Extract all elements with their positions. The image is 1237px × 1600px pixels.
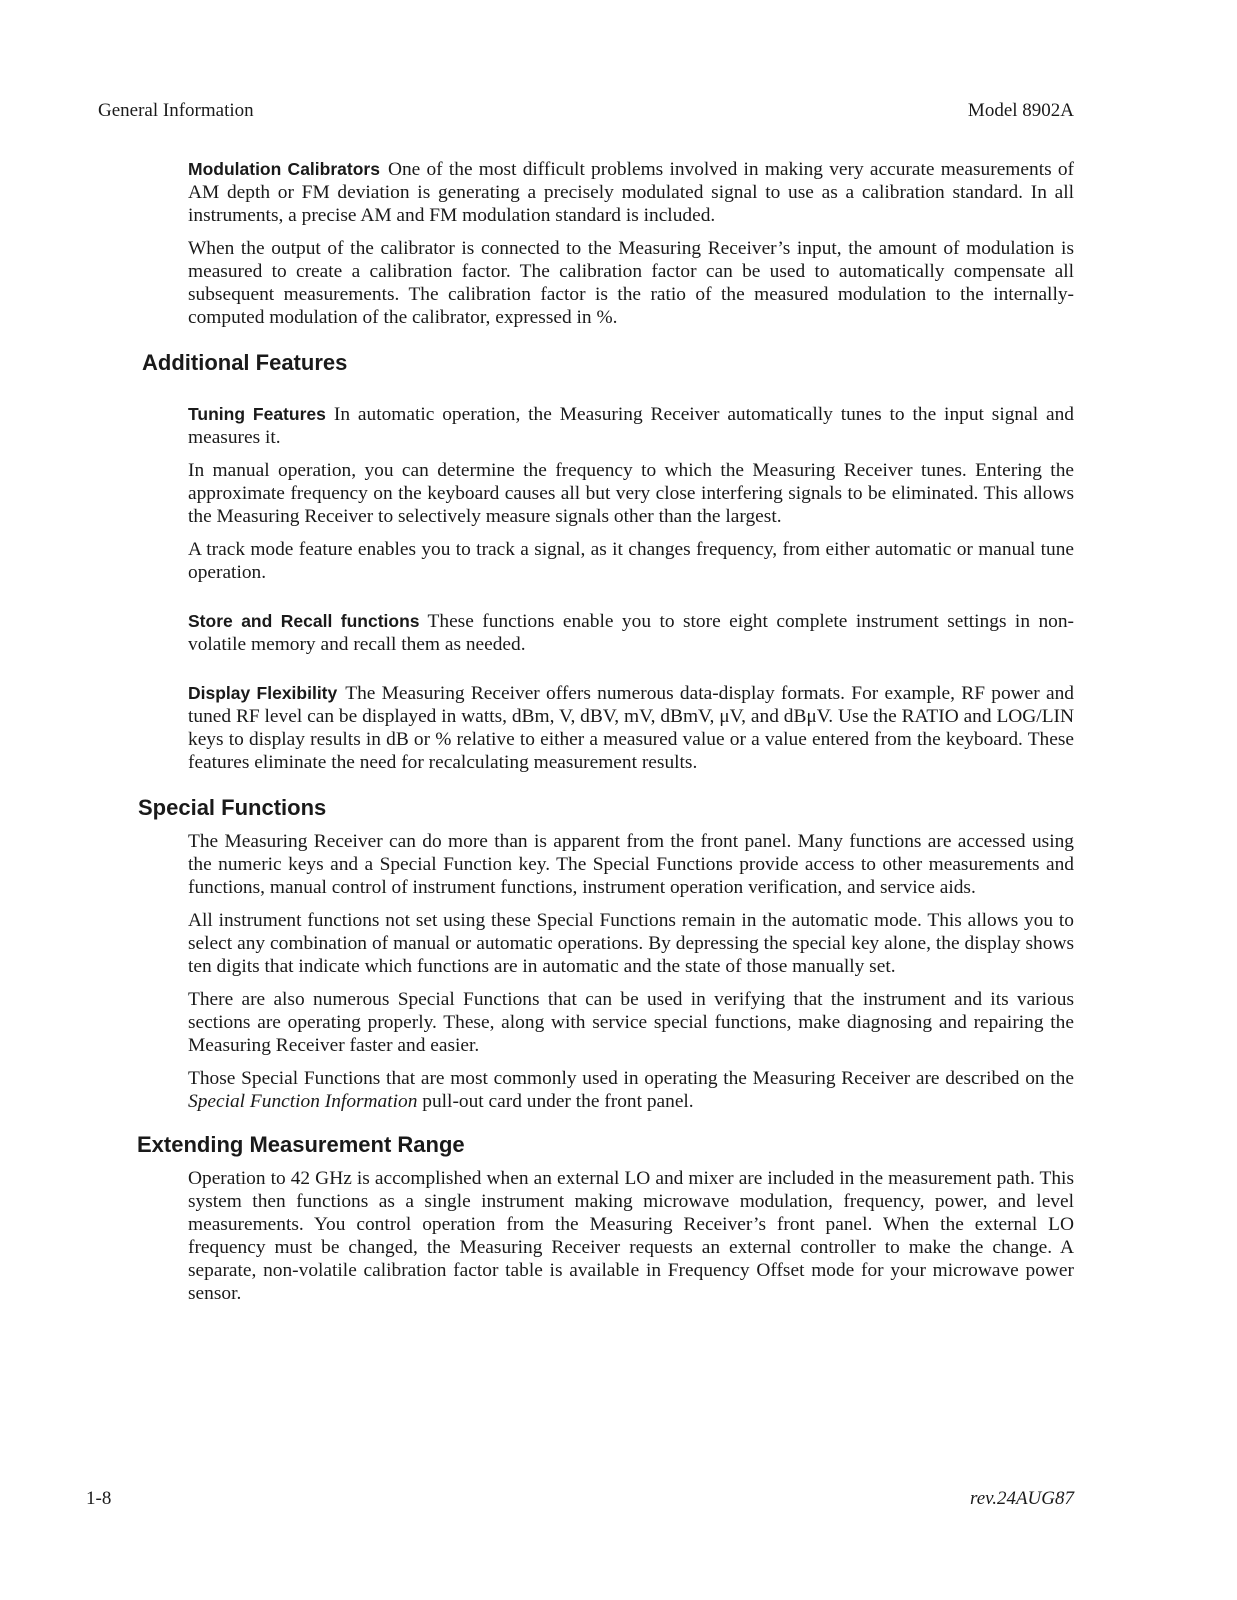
modulation-calibrators-term: Modulation Calibrators (188, 159, 380, 179)
modulation-calibrators-text: One of the most difficult problems involved in making very accurate measurements of AM depth or FM deviation is generating a precisely modulated signal to use as a calibration standard. In all instruments, a precise AM and FM modulation standard is included. (188, 159, 1075, 226)
extending-range-heading: Extending Measurement Range (137, 1132, 465, 1157)
store-recall-paragraph (188, 610, 1074, 656)
page-footer (86, 1488, 1074, 1510)
tuning-features-text: In automatic operation, the Measuring Receiver automatically tunes to the input signal and measures it. (188, 404, 1074, 448)
special-function-card-title: Special Function Information (188, 1091, 418, 1112)
special-functions-paragraph-4 (188, 1067, 1074, 1113)
header-model: Model 8902A (967, 100, 1074, 121)
calibration-factor-paragraph: When the output of the calibrator is connected to the Measuring Receiver’s input, the amount of modulation is measured to create a calibration factor. The calibration factor can be used to automatically compensate all subsequent measurements. The calibration factor is the ratio of the measured modulation to the internally-computed modulation of the calibrator, expressed in %. (188, 238, 1074, 328)
tuning-features-term: Tuning Features (188, 404, 326, 424)
special-functions-paragraph-2: All instrument functions not set using these Special Functions remain in the automatic mode. This allows you to select any combination of manual or automatic operations. By depressing the special key alone, the display shows ten digits that indicate which functions are in automatic and the state of those manually set. (188, 910, 1074, 977)
running-header (98, 100, 1074, 122)
page-body (137, 158, 1075, 1315)
additional-features-heading: Additional Features (142, 350, 348, 375)
special-functions-paragraph-1: The Measuring Receiver can do more than is apparent from the front panel. Many functions are accessed using the numeric keys and a Special Function key. The Special Functions provide access to other measurements and functions, manual control of instrument functions, instrument operation verification, and service aids. (188, 831, 1074, 898)
display-flexibility-term: Display Flexibility (188, 683, 338, 703)
special-functions-paragraph-3: There are also numerous Special Functions that can be used in verifying that the instrument and its various sections are operating properly. These, along with service special functions, make diagnosing and repairing the Measuring Receiver faster and easier. (188, 989, 1074, 1056)
manual-operation-paragraph: In manual operation, you can determine the frequency to which the Measuring Receiver tunes. Entering the approximate frequency on the keyboard causes all but very close interfering signals to be eliminated. This allows the Measuring Receiver to selectively measure signals other than the largest. (188, 460, 1074, 527)
revision-date: rev.24AUG87 (970, 1488, 1074, 1509)
store-recall-term: Store and Recall functions (188, 611, 420, 631)
special-functions-p4-start: Those Special Functions that are most commonly used in operating the Measuring Receiver are described on the (188, 1068, 1074, 1089)
page-number: 1-8 (86, 1488, 112, 1509)
display-flexibility-paragraph (188, 682, 1074, 774)
special-functions-heading: Special Functions (138, 795, 327, 820)
track-mode-paragraph: A track mode feature enables you to track a signal, as it changes frequency, from either automatic or manual tune operation. (188, 539, 1074, 583)
header-section-title: General Information (98, 100, 254, 121)
display-flexibility-text: The Measuring Receiver offers numerous data-display formats. For example, RF power and tuned RF level can be displayed in watts, dBm, V, dBV, mV, dBmV, μV, and dBμV. Use the RATIO and LOG/LIN keys to display results in dB or % relative to either a measured value or a value entered from the keyboard. These features eliminate the need for recalculating measurement results. (188, 683, 1074, 773)
tuning-features-paragraph (188, 403, 1074, 449)
extending-range-paragraph: Operation to 42 GHz is accomplished when an external LO and mixer are included in the measurement path. This system then functions as a single instrument making microwave modulation, frequency, power, and level measurements. You control operation from the Measuring Receiver’s front panel. When the external LO frequency must be changed, the Measuring Receiver requests an external controller to make the change. A separate, non-volatile calibration factor table is available in Frequency Offset mode for your microwave power sensor. (188, 1168, 1074, 1304)
special-functions-p4-end: pull-out card under the front panel. (422, 1091, 694, 1112)
modulation-calibrators-paragraph (188, 158, 1074, 227)
store-recall-text: These functions enable you to store eight complete instrument settings in non-volatile memory and recall them as needed. (188, 611, 1075, 655)
